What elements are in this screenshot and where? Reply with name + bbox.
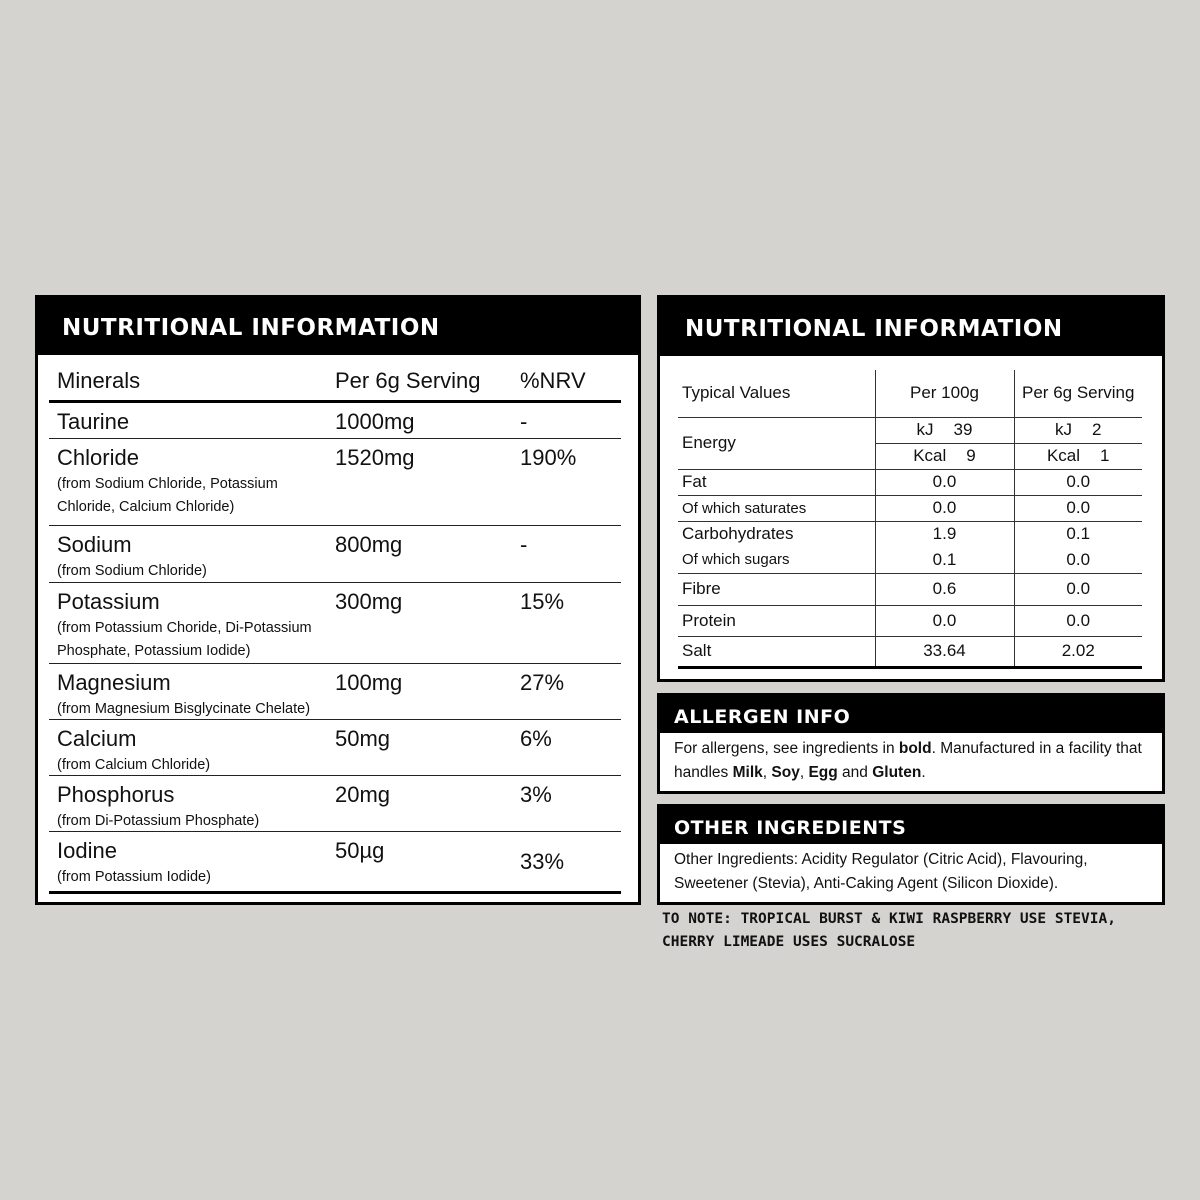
minerals-table xyxy=(49,358,621,894)
nutrient-per-100g: 1.9 xyxy=(875,521,1014,547)
header-minerals: Minerals xyxy=(57,368,141,393)
nutrient-per-100g: 0.6 xyxy=(875,573,1014,605)
kcal-per-serving: 1 xyxy=(1100,446,1110,465)
nutrient-per-serving: 2.02 xyxy=(1014,636,1142,667)
mineral-serving: 50mg xyxy=(335,726,391,751)
mineral-nrv: - xyxy=(520,532,528,557)
mineral-nrv: 33% xyxy=(520,849,565,874)
nutrition-row-salt xyxy=(678,636,1142,667)
nutrient-per-100g: 0.1 xyxy=(875,547,1014,573)
kj-per-serving: 2 xyxy=(1092,420,1102,439)
mineral-row-sodium xyxy=(49,526,621,583)
nutrient-per-serving: 0.0 xyxy=(1014,495,1142,521)
nutrition-row-protein xyxy=(678,605,1142,636)
energy-label: Energy xyxy=(678,417,875,469)
ingredients-title: OTHER INGREDIENTS xyxy=(660,807,1162,844)
nutrient-per-serving: 0.0 xyxy=(1014,605,1142,636)
mineral-row-taurine xyxy=(49,403,621,439)
energy-kj-row xyxy=(678,417,1142,443)
ingredients-panel xyxy=(657,804,1165,905)
mineral-row-phosphorus xyxy=(49,776,621,832)
nutrient-label: Fat xyxy=(678,469,875,495)
minerals-panel-title: NUTRITIONAL INFORMATION xyxy=(38,298,638,355)
mineral-source: (from Potassium Choride, Di-Potassium Phosphate, Potassium Iodide) xyxy=(57,620,312,659)
nutrient-per-100g: 33.64 xyxy=(875,636,1014,667)
nutrient-label: Of which saturates xyxy=(678,495,875,521)
nutrient-label: Carbohydrates xyxy=(682,524,794,544)
header-nrv: %NRV xyxy=(520,368,586,393)
mineral-source: (from Magnesium Bisglycinate Chelate) xyxy=(57,701,311,717)
nutrition-table xyxy=(678,370,1142,669)
mineral-name: Taurine xyxy=(57,409,130,434)
mineral-row-calcium xyxy=(49,720,621,776)
nutrient-per-100g: 0.0 xyxy=(875,605,1014,636)
mineral-row-chloride xyxy=(49,439,621,526)
mineral-name: Iodine xyxy=(57,838,117,863)
nutrient-label: Of which sugars xyxy=(678,547,875,573)
header-per-serving: Per 6g Serving xyxy=(1014,370,1142,417)
mineral-name: Magnesium xyxy=(57,670,171,695)
minerals-panel xyxy=(35,295,641,905)
header-per-100g: Per 100g xyxy=(875,370,1014,417)
mineral-source: (from Sodium Chloride) xyxy=(57,563,207,579)
allergen-text: For allergens, see ingredients in bold. Manufactured in a facility that handles Milk, Soy, Egg and Gluten. xyxy=(674,740,1142,781)
ingredients-text: Other Ingredients: Acidity Regulator (Citric Acid), Flavouring, Sweetener (Stevia), Anti-Caking Agent (Silicon Dioxide). xyxy=(674,851,1088,892)
mineral-nrv: 27% xyxy=(520,670,565,695)
header-per-serving: Per 6g Serving xyxy=(335,368,481,393)
mineral-name: Calcium xyxy=(57,726,137,751)
mineral-source: (from Calcium Chloride) xyxy=(57,757,211,773)
allergen-title: ALLERGEN INFO xyxy=(660,696,1162,733)
nutrition-row-carbohydrates xyxy=(678,521,1142,547)
kcal-unit: Kcal xyxy=(913,446,947,465)
kj-unit: kJ xyxy=(916,420,934,439)
mineral-source: (from Di-Potassium Phosphate) xyxy=(57,813,260,829)
nutrition-row-saturates xyxy=(678,495,1142,521)
nutrient-label: Fibre xyxy=(678,573,875,605)
minerals-table-header xyxy=(49,358,621,403)
mineral-nrv: 6% xyxy=(520,726,552,751)
kj-per-100g: 39 xyxy=(953,420,973,439)
nutrient-label: Salt xyxy=(678,636,875,667)
nutrient-label: Protein xyxy=(678,605,875,636)
mineral-source: (from Sodium Chloride, Potassium Chloride, Calcium Chloride) xyxy=(57,476,278,515)
nutrient-per-serving: 0.1 xyxy=(1014,521,1142,547)
nutrition-panel xyxy=(657,295,1165,682)
mineral-source: (from Potassium Iodide) xyxy=(57,869,211,885)
mineral-serving: 20mg xyxy=(335,782,391,807)
mineral-serving: 800mg xyxy=(335,532,403,557)
mineral-row-potassium xyxy=(49,583,621,664)
nutrition-row-fat xyxy=(678,469,1142,495)
mineral-serving: 1000mg xyxy=(335,409,415,434)
nutrient-per-serving: 0.0 xyxy=(1014,573,1142,605)
mineral-serving: 100mg xyxy=(335,670,403,695)
kcal-unit: Kcal xyxy=(1046,446,1081,465)
nutrient-per-100g: 0.0 xyxy=(875,495,1014,521)
mineral-serving: 300mg xyxy=(335,589,403,614)
mineral-row-magnesium xyxy=(49,664,621,720)
mineral-name: Chloride xyxy=(57,445,139,470)
mineral-serving: 50µg xyxy=(335,838,385,863)
nutrition-row-fibre xyxy=(678,573,1142,605)
nutrient-per-serving: 0.0 xyxy=(1014,547,1142,573)
mineral-name: Potassium xyxy=(57,589,160,614)
mineral-nrv: 15% xyxy=(520,589,565,614)
sweetener-note: TO NOTE: TROPICAL BURST & KIWI RASPBERRY USE STEVIA, CHERRY LIMEADE USES SUCRALOSE xyxy=(662,911,1116,950)
nutrition-row-sugars xyxy=(678,547,1142,573)
nutrient-per-100g: 0.0 xyxy=(875,469,1014,495)
kcal-per-100g: 9 xyxy=(966,446,976,465)
mineral-nrv: - xyxy=(520,409,528,434)
nutrition-panel-title: NUTRITIONAL INFORMATION xyxy=(660,298,1162,356)
mineral-nrv: 3% xyxy=(520,782,552,807)
mineral-row-iodine xyxy=(49,832,621,894)
mineral-serving: 1520mg xyxy=(335,445,415,470)
mineral-name: Sodium xyxy=(57,532,132,557)
kj-unit: kJ xyxy=(1055,420,1073,439)
nutrient-per-serving: 0.0 xyxy=(1014,469,1142,495)
mineral-name: Phosphorus xyxy=(57,782,175,807)
mineral-nrv: 190% xyxy=(520,445,577,470)
header-typical-values: Typical Values xyxy=(678,370,875,417)
allergen-panel xyxy=(657,693,1165,794)
nutrition-table-header xyxy=(678,370,1142,417)
